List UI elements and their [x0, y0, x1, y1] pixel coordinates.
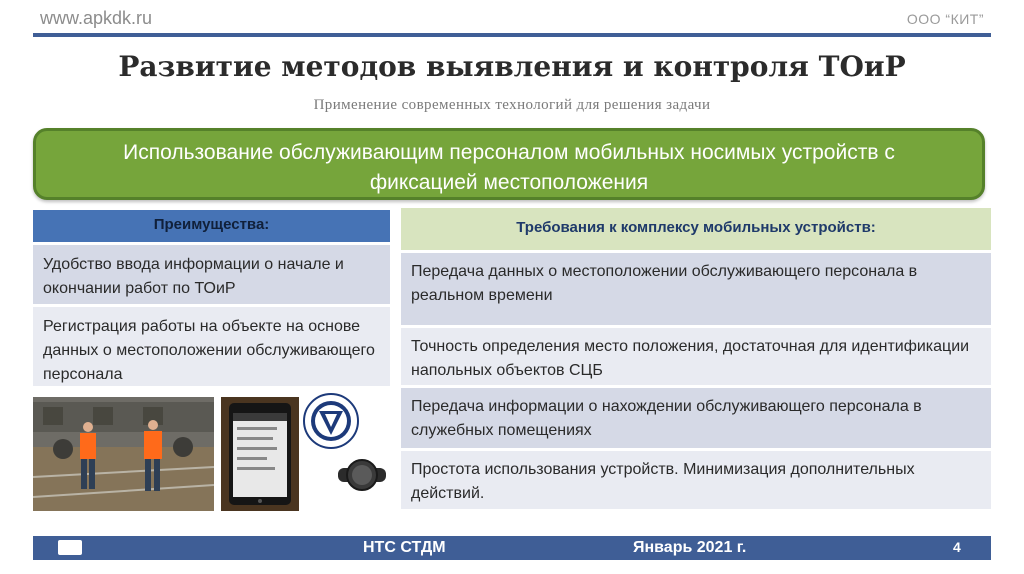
requirement-item: Точность определения место положения, достаточная для идентификации напольных объектов СЦБ: [401, 328, 991, 385]
smartphone-image: [221, 397, 299, 511]
requirement-item: Передача данных о местоположении обслуживающего персонала в реальном времени: [401, 253, 991, 325]
smartwatch-image: [334, 448, 390, 504]
railway-workers-photo: [33, 397, 214, 511]
smartwatch-photo: [334, 448, 390, 504]
page-number: 4: [953, 539, 961, 555]
highlight-text: Использование обслуживающим персоналом мобильных носимых устройств с фиксацией местоположения: [123, 141, 895, 194]
advantage-item: Удобство ввода информации о начале и окончании работ по ТОиР: [33, 245, 390, 304]
railway-workers-image: [33, 397, 214, 511]
advantages-heading: Преимущества:: [33, 210, 390, 242]
slide-subtitle: Применение современных технологий для решения задачи: [313, 97, 711, 113]
footer-logo-icon: [58, 540, 82, 555]
advantage-item: Регистрация работы на объекте на основе данных о местоположении обслуживающего персонала: [33, 307, 390, 386]
slide-title: Развитие методов выявления и контроля ТОиР: [118, 50, 906, 83]
emblem-icon: [303, 393, 359, 449]
highlight-banner: [33, 128, 985, 200]
requirement-item: Передача информации о нахождении обслуживающего персонала в служебных помещениях: [401, 388, 991, 448]
footer-bar: [33, 536, 991, 560]
footer-organization: НТС СТДМ: [363, 539, 446, 556]
company-name: ООО “КИТ”: [906, 11, 984, 27]
requirements-heading: Требования к комплексу мобильных устройств:: [401, 208, 991, 250]
organization-emblem-logo: [303, 393, 359, 449]
smartphone-app-photo: [221, 397, 299, 511]
requirement-item: Простота использования устройств. Минимизация дополнительных действий.: [401, 451, 991, 509]
footer-date: Январь 2021 г.: [633, 539, 747, 556]
site-url: www.apkdk.ru: [40, 8, 153, 28]
header-divider: [33, 33, 991, 37]
